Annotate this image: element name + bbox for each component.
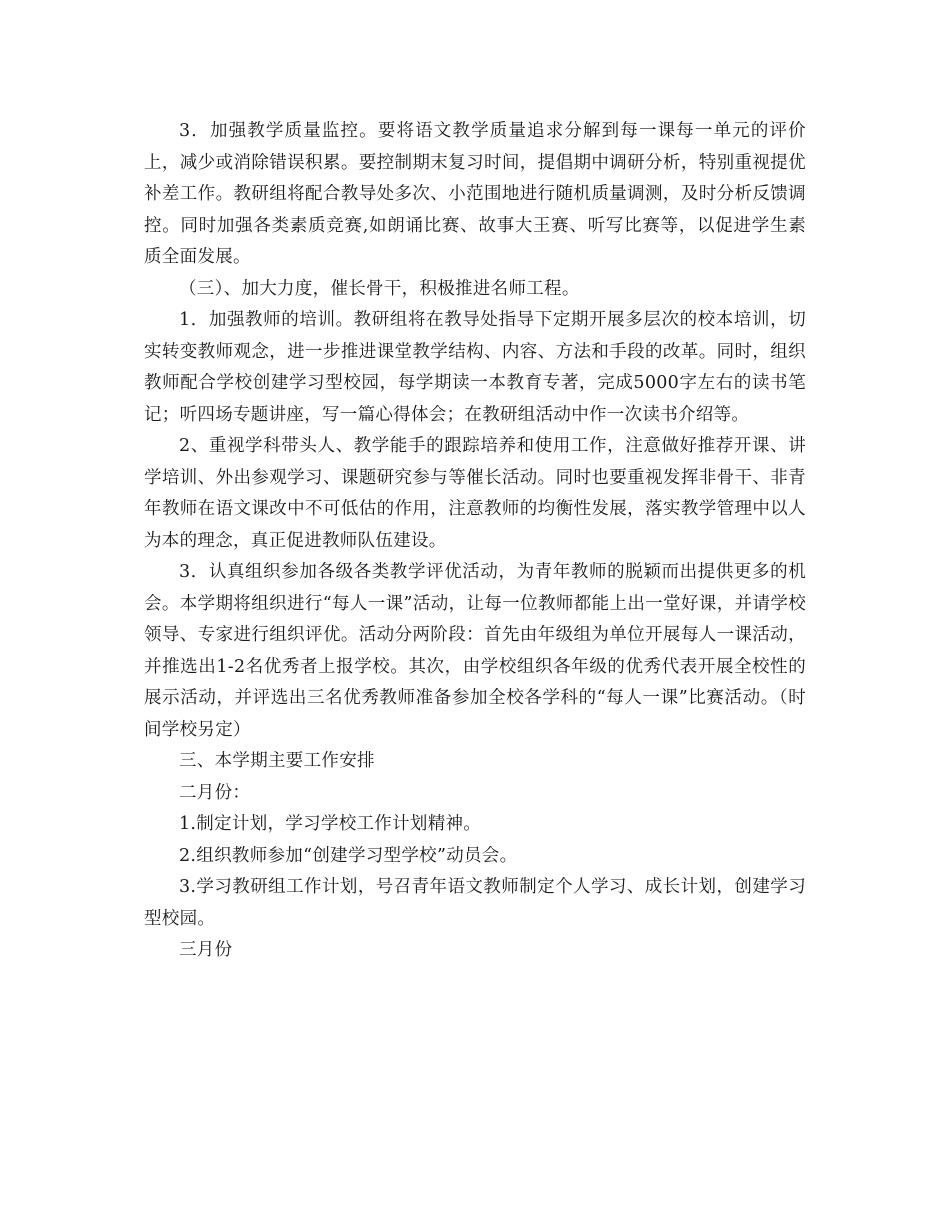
section-heading-work-schedule: 三、本学期主要工作安排 — [179, 751, 375, 771]
list-item-february-1: 1.制定计划，学习学校工作计划精神。 — [179, 814, 482, 834]
section-heading-backbone-teachers: （三）、加大力度，催长骨干，积极推进名师工程。 — [179, 278, 580, 299]
document-body — [144, 116, 806, 967]
month-heading-february: 二月份： — [179, 782, 251, 803]
paragraph-subject-leaders: 2、重视学科带头人、教学能手的跟踪培养和使用工作，注意做好推荐开课、讲学培训、外出参观学习、课题研究参与等催长活动。同时也要重视发挥非骨干、非青年教师在语文课改中不可低估的作用，注意教师的均衡性发展，落实教学管理中以人为本的理念，真正促进教师队伍建设。 — [144, 436, 806, 551]
list-item-february-2: 2.组织教师参加“创建学习型学校”动员会。 — [179, 845, 518, 866]
list-item-february-3: 3.学习教研组工作计划，号召青年语文教师制定个人学习、成长计划，创建学习型校园。 — [144, 877, 806, 929]
paragraph-teaching-evaluation: 3．认真组织参加各级各类教学评优活动，为青年教师的脱颖而出提供更多的机会。本学期将组织进行“每人一课”活动，让每一位教师都能上出一堂好课，并请学校领导、专家进行组织评优。活动分两阶段：首先由年级组为单位开展每人一课活动，并推选出1-2名优秀者上报学校。其次，由学校组织各年级的优秀代表开展全校性的展示活动，并评选出三名优秀教师准备参加全校各学科的“每人一课”比赛活动。（时间学校另定） — [144, 562, 806, 740]
paragraph-teacher-training: 1．加强教师的培训。教研组将在教导处指导下定期开展多层次的校本培训，切实转变教师观念，进一步推进课堂教学结构、内容、方法和手段的改革。同时，组织教师配合学校创建学习型校园，每学期读一本教育专著，完成5000字左右的读书笔记；听四场专题讲座，写一篇心得体会；在教研组活动中作一次读书介绍等。 — [144, 310, 806, 425]
month-heading-march: 三月份 — [179, 940, 233, 960]
paragraph-quality-monitoring: 3．加强教学质量监控。要将语文教学质量追求分解到每一课每一单元的评价上，减少或消除错误积累。要控制期末复习时间，提倡期中调研分析，特别重视提优补差工作。教研组将配合教导处多次、小范围地进行随机质量调测，及时分析反馈调控。同时加强各类素质竞赛,如朗诵比赛、故事大王赛、听写比赛等，以促进学生素质全面发展。 — [144, 121, 806, 267]
